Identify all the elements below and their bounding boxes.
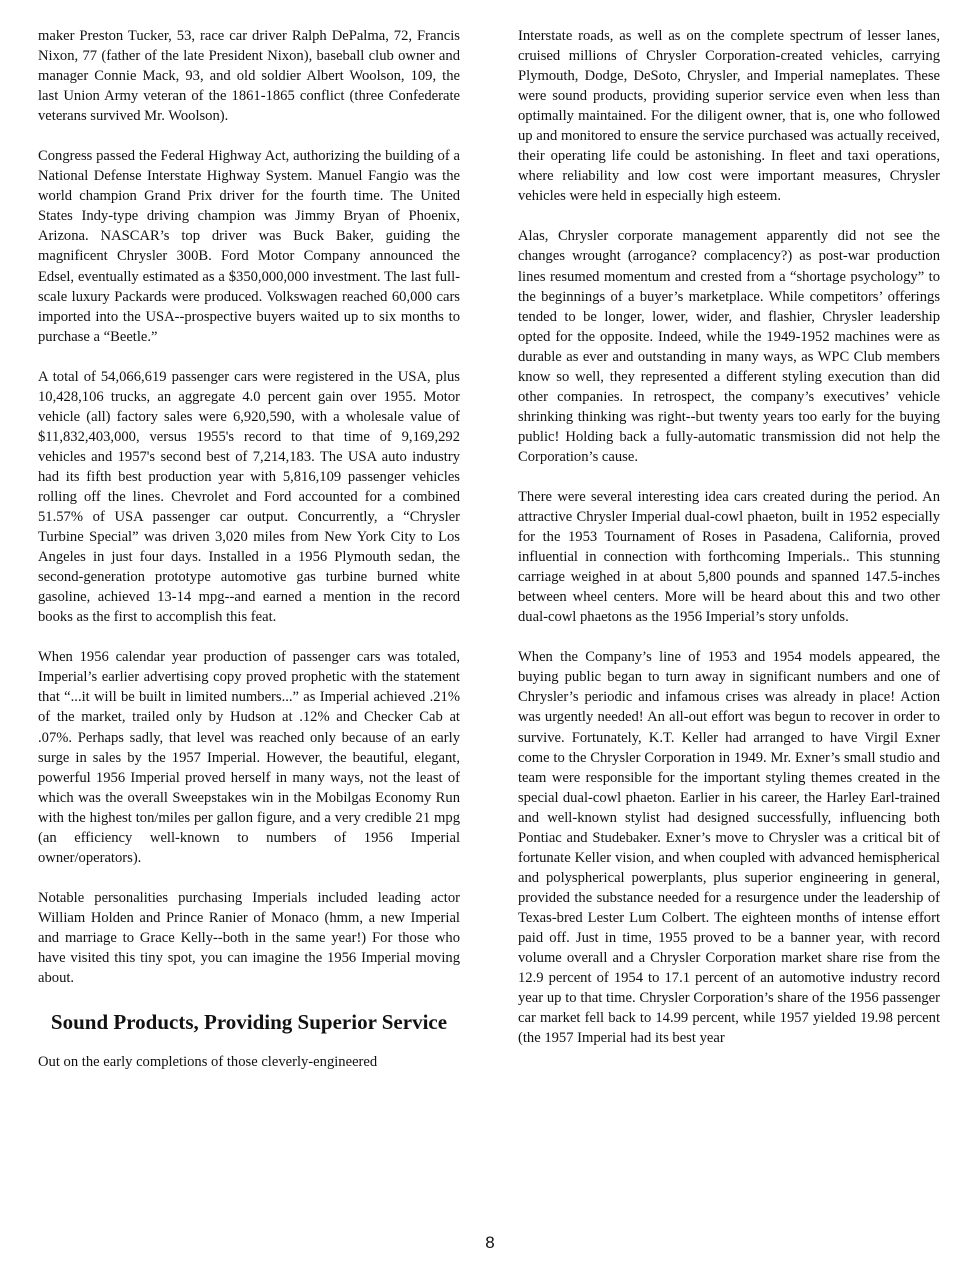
paragraph-registrations-production: A total of 54,066,619 passenger cars were registered in the USA, plus 10,428,106 trucks, an aggregate 4.0 percent gain over 1955. Motor vehicle (all) factory sales were 6,920,590, with a wholesale value of $11,832,403,000, versus 1955's record to that time of 9,169,292 vehicles and 1957's second best of 7,214,183. The USA auto industry had its fifth best production year with 5,816,109 passenger vehicles rolling off the lines. Chevrolet and Ford accounted for a combined 51.57% of USA passenger car output. Concurrently, a “Chrysler Turbine Special” was driven 3,020 miles from New York City to Los Angeles in just four days. Installed in a 1956 Plymouth sedan, the second-generation prototype automotive gas turbine burned white gasoline, achieved 13-14 mpg--and earned a mention in the record books as the first to accomplish this feat. [38, 368, 460, 626]
right-column [518, 26, 940, 1048]
page-number: 8 [485, 1233, 495, 1252]
paragraph-notable-personalities: Notable personalities purchasing Imperials included leading actor William Holden and Prince Ranier of Monaco (hmm, a new Imperial and marriage to Grace Kelly--both in the same year!) For those who have visited this tiny spot, you can imagine the 1956 Imperial moving about. [38, 889, 460, 987]
paragraph-federal-highway-act: Congress passed the Federal Highway Act, authorizing the building of a National Defense Interstate Highway System. Manuel Fangio was the world champion Grand Prix driver for the fourth time. The United States Indy-type driving champion was Jimmy Bryan of Phoenix, Arizona. NASCAR’s top driver was Buck Baker, guiding the magnificent Chrysler 300B. Ford Motor Company announced the Edsel, eventually estimated as a $350,000,000 investment. The last full-scale luxury Packards were produced. Volkswagen reached 60,000 cars imported into the USA--prospective buyers waited up to six months to purchase a “Beetle.” [38, 148, 460, 345]
section-heading: Sound Products, Providing Superior Service [50, 1010, 448, 1035]
paragraph-imperial-market-share: When 1956 calendar year production of passenger cars was totaled, Imperial’s earlier advertising copy proved prophetic with the statement that “...it will be built in limited numbers...” as Imperial achieved .21% of the market, trailed only by Hudson at .12% and Checker Cab at .07%. Perhaps sadly, that level was reached only because of an early surge in sales by the 1957 Imperial. However, the beautiful, elegant, powerful 1956 Imperial proved herself in many ways, not the least of which was the overall Sweepstakes win in the Mobilgas Economy Run with the highest ton/miles per gallon figure, and a very credible 21 mpg (an efficiency well-known to numbers of 1956 Imperial owner/operators). [38, 649, 460, 866]
paragraph-exner-recovery: When the Company’s line of 1953 and 1954 models appeared, the buying public began to turn away in significant numbers and one of Chrysler’s periodic and infamous crises was already in place! Action was urgently needed! An all-out effort was begun to recover in order to survive. Fortunately, K.T. Keller had arranged to have Virgil Exner come to the Chrysler Corporation in 1949. Mr. Exner’s small studio and team were responsible for the important styling themes created in the special dual-cowl phaeton. Earlier in his career, the Harley Earl-trained and well-known stylist had designed successfully, influencing both Pontiac and Studebaker. Exner’s move to Chrysler was a critical bit of fortunate Keller vision, and when coupled with advanced hemispherical and polyspherical powerplants, plus superior engineering in general, provided the substance needed for a resurgence under the leadership of Texas-bred Lester Lum Colbert. The eighteen months of intense effort paid off. Just in time, 1955 proved to be a banner year, with record volume overall and a Chrysler Corporation market share rise from the 12.9 percent of 1954 to 17.1 percent of an automotive industry record year up to that time. Chrysler Corporation’s share of the 1956 passenger car market fell back to 14.99 percent, while 1957 yielded 19.98 percent (the 1957 Imperial had its best year [518, 649, 940, 1047]
left-column [38, 26, 460, 1072]
paragraph-deaths-1956: maker Preston Tucker, 53, race car driver Ralph DePalma, 72, Francis Nixon, 77 (father of the late President Nixon), baseball club owner and manager Connie Mack, 93, and old soldier Albert Woolson, 109, the last Union Army veteran of the 1861-1865 conflict (three Confederate veterans survived Mr. Woolson). [38, 28, 460, 125]
paragraph-section-opening: Out on the early completions of those cleverly-engineered [38, 1054, 378, 1071]
paragraph-chrysler-management: Alas, Chrysler corporate management apparently did not see the changes wrought (arrogance? complacency?) as post-war production lines resumed momentum and crested from a “shortage psychology” to the beginnings of a buyer’s marketplace. While competitors’ offerings tended to be longer, lower, wider, and flashier, Chrysler leadership opted for the opposite. Indeed, while the 1949-1952 machines were as durable as ever and outstanding in many ways, as WPC Club members know so well, they represented a different styling execution than did other companies. In retrospect, the company’s executives’ vehicle shrinking thinking was right--but twenty years too early for the buying public! Holding back a fully-automatic transmission did not help the Corporation’s cause. [518, 228, 940, 465]
paragraph-interstate-roads: Interstate roads, as well as on the complete spectrum of lesser lanes, cruised millions of Chrysler Corporation-created vehicles, carrying Plymouth, Dodge, DeSoto, Chrysler, and Imperial nameplates. These were sound products, providing superior service even when less than optimally maintained. For the diligent owner, that is, one who followed up and monitored to ensure the service purchased was actually received, their operating life could be astonishing. In fleet and taxi operations, where reliability and low cost were important measures, Chrysler vehicles were held in especially high esteem. [518, 28, 940, 205]
paragraph-idea-cars: There were several interesting idea cars created during the period. An attractive Chrysler Imperial dual-cowl phaeton, built in 1952 especially for the 1953 Tournament of Roses in Pasadena, California, proved influential in connection with forthcoming Imperials.. This stunning carriage weighed in at about 5,800 pounds and spanned 147.5-inches between wheel centers. More will be heard about this and two other dual-cowl phaetons as the 1956 Imperial’s story unfolds. [518, 488, 940, 626]
